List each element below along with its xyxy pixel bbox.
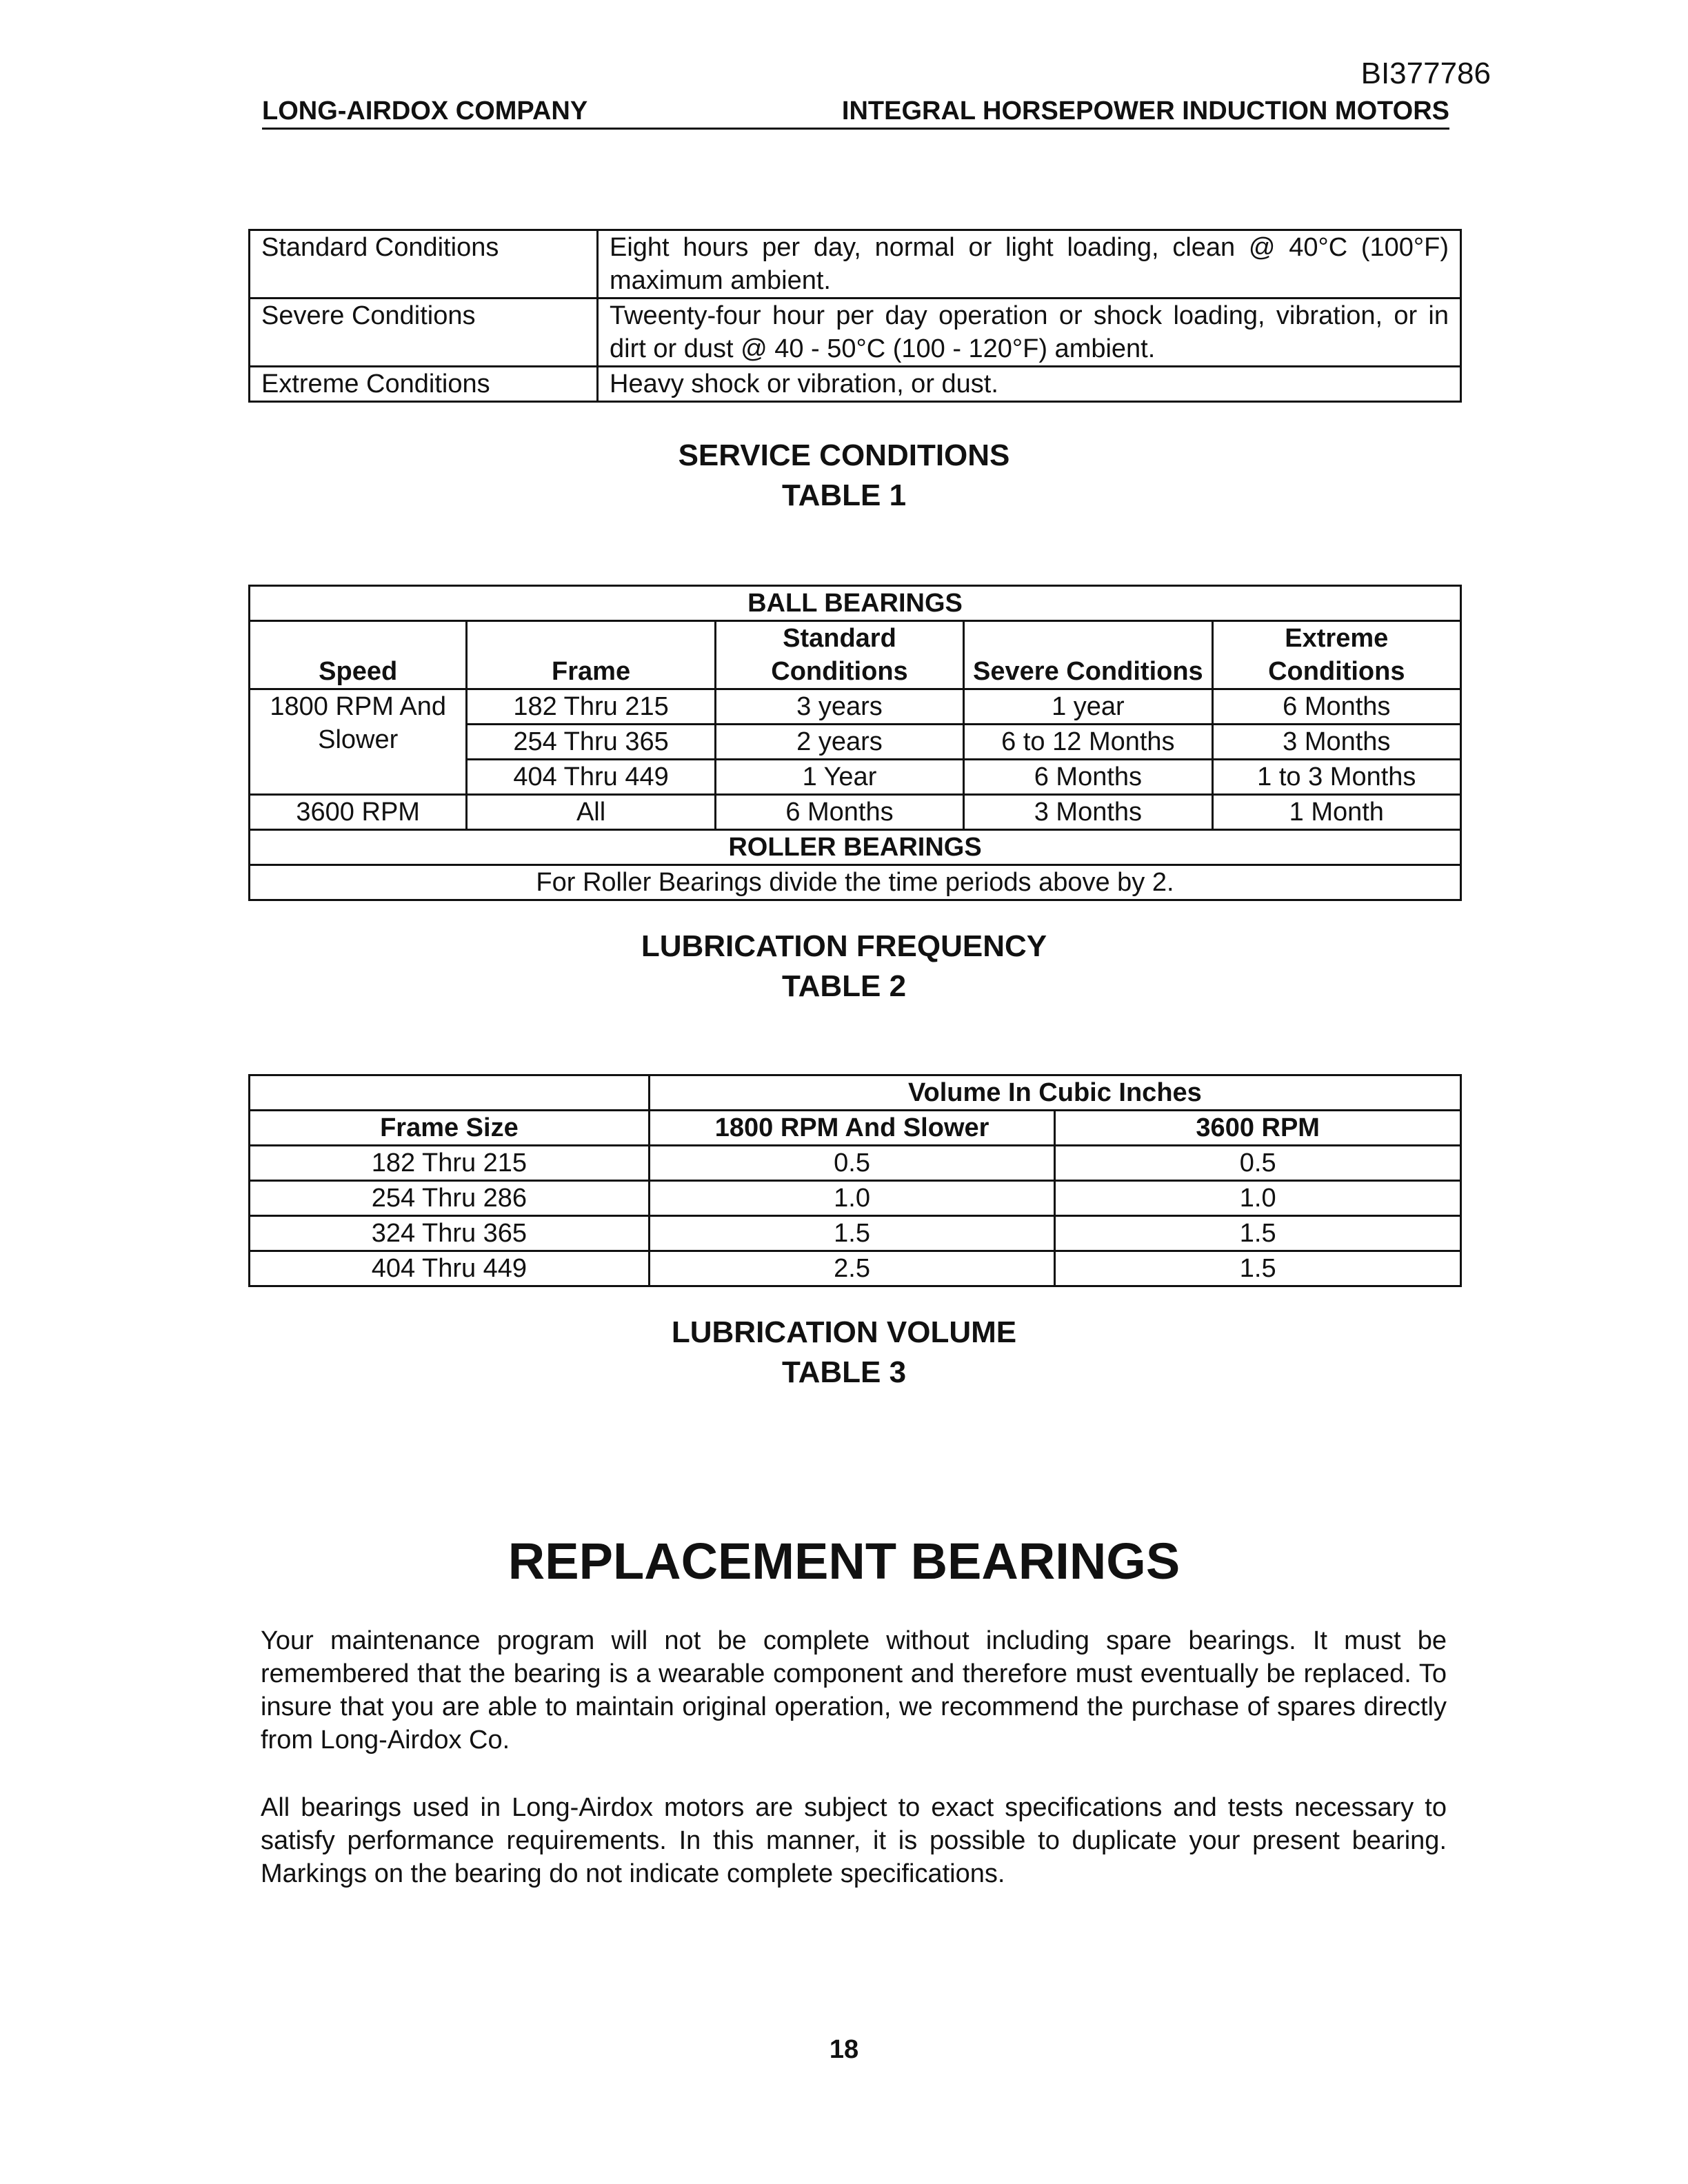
extreme-cell: 6 Months — [1212, 689, 1460, 725]
table-row — [250, 299, 1461, 367]
severe-cell: 6 Months — [964, 760, 1212, 795]
volume-3600-cell: 0.5 — [1055, 1146, 1461, 1181]
paragraph-spare-bearings: Your maintenance program will not be complete without including spare bearings. It must be remembered that the bearing is a wearable component and therefore must eventually be replaced. To insure that you are able to maintain original operation, we recommend the purchase of spares directly from Long-Airdox Co. — [261, 1626, 1447, 1755]
table2-caption — [0, 927, 1688, 1007]
company-name: LONG-AIRDOX COMPANY — [262, 97, 588, 125]
volume-3600-cell: 1.0 — [1055, 1181, 1461, 1216]
table-row — [250, 367, 1461, 402]
extreme-cell: 1 Month — [1212, 795, 1460, 830]
page-header — [262, 97, 1449, 130]
table-row — [250, 795, 1461, 830]
condition-label: Severe Conditions — [250, 299, 598, 367]
column-header: Frame Size — [250, 1111, 650, 1146]
table-group-header-row — [250, 1075, 1461, 1111]
extreme-cell: 3 Months — [1212, 725, 1460, 760]
standard-cell: 1 Year — [715, 760, 963, 795]
section-title: REPLACEMENT BEARINGS — [508, 1533, 1180, 1590]
table-header-row — [250, 1111, 1461, 1146]
table-row — [250, 1251, 1461, 1286]
roller-bearings-note: For Roller Bearings divide the time periods above by 2. — [250, 865, 1461, 900]
table-group-header-row — [250, 830, 1461, 865]
table-row — [250, 865, 1461, 900]
table1-caption-title: SERVICE CONDITIONS — [678, 438, 1010, 472]
table-group-header-row — [250, 586, 1461, 621]
standard-cell: 6 Months — [715, 795, 963, 830]
volume-1800-cell: 0.5 — [649, 1146, 1055, 1181]
column-header: 1800 RPM And Slower — [649, 1111, 1055, 1146]
table2-caption-number: TABLE 2 — [781, 969, 907, 1003]
extreme-cell: 1 to 3 Months — [1212, 760, 1460, 795]
table3-caption-title: LUBRICATION VOLUME — [671, 1315, 1017, 1349]
table-row — [250, 1216, 1461, 1251]
column-header: Speed — [250, 621, 467, 689]
frame-size-cell: 254 Thru 286 — [250, 1181, 650, 1216]
volume-group-header: Volume In Cubic Inches — [649, 1075, 1460, 1111]
volume-3600-cell: 1.5 — [1055, 1216, 1461, 1251]
frame-cell: 254 Thru 365 — [467, 725, 715, 760]
condition-description: Tweenty-four hour per day operation or shock loading, vibration, or in dirt or dust @ 40 - 50°C (100 - 120°F) ambient. — [598, 299, 1461, 367]
ball-bearings-header: BALL BEARINGS — [250, 586, 1461, 621]
speed-cell: 1800 RPM And Slower — [250, 689, 467, 795]
volume-1800-cell: 2.5 — [649, 1251, 1055, 1286]
table-header-row — [250, 621, 1461, 689]
table3-caption — [0, 1313, 1688, 1393]
speed-cell: 3600 RPM — [250, 795, 467, 830]
frame-cell: 404 Thru 449 — [467, 760, 715, 795]
condition-label: Standard Conditions — [250, 230, 598, 299]
volume-1800-cell: 1.0 — [649, 1181, 1055, 1216]
roller-bearings-header: ROLLER BEARINGS — [250, 830, 1461, 865]
table-row — [250, 230, 1461, 299]
table2-caption-title: LUBRICATION FREQUENCY — [641, 929, 1047, 963]
volume-3600-cell: 1.5 — [1055, 1251, 1461, 1286]
standard-cell: 3 years — [715, 689, 963, 725]
paragraph-specifications: All bearings used in Long-Airdox motors are subject to exact specifications and tests necessary to satisfy performance requirements. In this manner, it is possible to duplicate your present bearing. Markings on the bearing do not indicate complete specifications. — [261, 1793, 1447, 1888]
table-row — [250, 689, 1461, 725]
frame-size-cell: 182 Thru 215 — [250, 1146, 650, 1181]
volume-1800-cell: 1.5 — [649, 1216, 1055, 1251]
table1-caption — [0, 436, 1688, 516]
frame-size-cell: 324 Thru 365 — [250, 1216, 650, 1251]
lubrication-frequency-table — [248, 585, 1462, 901]
table-row — [250, 1146, 1461, 1181]
condition-description: Heavy shock or vibration, or dust. — [598, 367, 1461, 402]
column-header: Standard Conditions — [715, 621, 963, 689]
table1-caption-number: TABLE 1 — [781, 478, 907, 512]
frame-cell: 182 Thru 215 — [467, 689, 715, 725]
frame-cell: All — [467, 795, 715, 830]
table3-caption-number: TABLE 3 — [781, 1355, 907, 1389]
document-id: BI377786 — [1360, 57, 1491, 90]
document-title: INTEGRAL HORSEPOWER INDUCTION MOTORS — [841, 97, 1449, 125]
severe-cell: 1 year — [964, 689, 1212, 725]
condition-description: Eight hours per day, normal or light loading, clean @ 40°C (100°F) maximum ambient. — [598, 230, 1461, 299]
empty-header-cell — [250, 1075, 650, 1111]
column-header: Extreme Conditions — [1212, 621, 1460, 689]
page-number: 18 — [829, 2035, 859, 2064]
lubrication-volume-table — [248, 1074, 1462, 1287]
severe-cell: 6 to 12 Months — [964, 725, 1212, 760]
standard-cell: 2 years — [715, 725, 963, 760]
column-header: Frame — [467, 621, 715, 689]
frame-size-cell: 404 Thru 449 — [250, 1251, 650, 1286]
condition-label: Extreme Conditions — [250, 367, 598, 402]
column-header: Severe Conditions — [964, 621, 1212, 689]
service-conditions-table — [248, 229, 1462, 403]
table-row — [250, 1181, 1461, 1216]
severe-cell: 3 Months — [964, 795, 1212, 830]
column-header: 3600 RPM — [1055, 1111, 1461, 1146]
